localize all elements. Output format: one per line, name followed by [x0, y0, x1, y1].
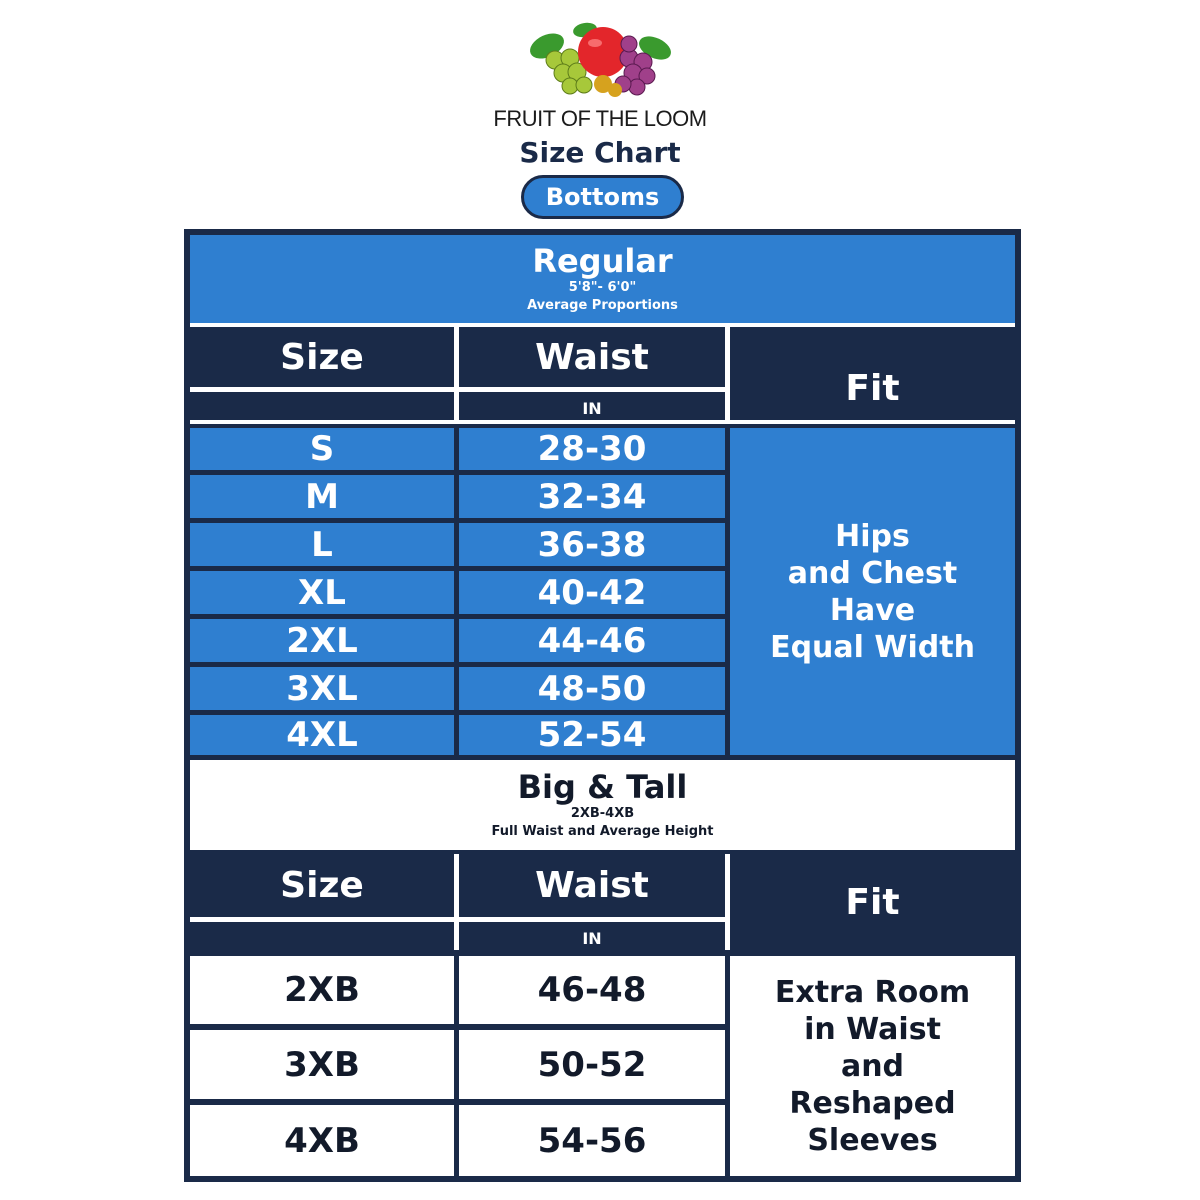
big-tall-row-waist: 54-56 [459, 1105, 725, 1176]
regular-description: Average Proportions [527, 298, 678, 313]
big-tall-row-waist: 46-48 [459, 956, 725, 1024]
big-tall-description: Full Waist and Average Height [491, 824, 714, 839]
page-title: Size Chart [519, 136, 681, 169]
big-tall-fit-header: Fit [730, 854, 1015, 950]
big-tall-row-waist: 50-52 [459, 1030, 725, 1099]
regular-row-size: XL [190, 571, 454, 614]
fit-line: Extra Room [774, 974, 971, 1010]
regular-fit-header: Fit [730, 327, 1015, 420]
regular-height-range: 5'8"- 6'0" [568, 280, 637, 295]
big-tall-row-size: 3XB [190, 1030, 454, 1099]
regular-waist-header: Waist [459, 327, 725, 387]
regular-waist-unit: IN [459, 392, 725, 420]
regular-row-waist: 44-46 [459, 619, 725, 662]
regular-row-waist: 36-38 [459, 523, 725, 566]
regular-size-header: Size [190, 327, 454, 387]
regular-title: Regular [532, 242, 673, 280]
regular-row-size: 3XL [190, 667, 454, 710]
category-badge: Bottoms [521, 175, 684, 219]
big-tall-fit-description [730, 956, 1015, 1176]
brand-name: FRUIT OF THE LOOM [493, 106, 707, 131]
big-tall-waist-unit: IN [459, 922, 725, 950]
regular-fit-description [730, 428, 1015, 755]
regular-row-waist: 28-30 [459, 428, 725, 470]
fit-line: Equal Width [770, 629, 975, 665]
big-tall-title: Big & Tall [517, 768, 688, 806]
regular-row-waist: 32-34 [459, 475, 725, 518]
fit-line: Have [829, 592, 916, 628]
regular-row-size: M [190, 475, 454, 518]
big-tall-row-size: 2XB [190, 956, 454, 1024]
regular-row-waist: 48-50 [459, 667, 725, 710]
big-tall-section-header [190, 760, 1015, 850]
regular-size-unit-cell [190, 392, 454, 420]
big-tall-size-unit-cell [190, 922, 454, 950]
big-tall-waist-header: Waist [459, 854, 725, 917]
big-tall-size-range: 2XB-4XB [570, 806, 635, 821]
fit-line: and Chest [787, 555, 958, 591]
fit-line: Reshaped [789, 1085, 956, 1121]
regular-row-waist: 52-54 [459, 715, 725, 755]
regular-row-size: 4XL [190, 715, 454, 755]
big-tall-row-size: 4XB [190, 1105, 454, 1176]
regular-row-waist: 40-42 [459, 571, 725, 614]
regular-row-size: S [190, 428, 454, 470]
regular-row-size: L [190, 523, 454, 566]
fit-line: and [840, 1048, 905, 1084]
fruit-logo-icon [525, 18, 675, 104]
fit-line: Sleeves [807, 1122, 938, 1158]
fit-line: Hips [835, 518, 910, 554]
regular-section-header [190, 235, 1015, 323]
fit-line: in Waist [804, 1011, 941, 1047]
regular-row-size: 2XL [190, 619, 454, 662]
size-chart-table [184, 229, 1021, 1182]
big-tall-size-header: Size [190, 854, 454, 917]
